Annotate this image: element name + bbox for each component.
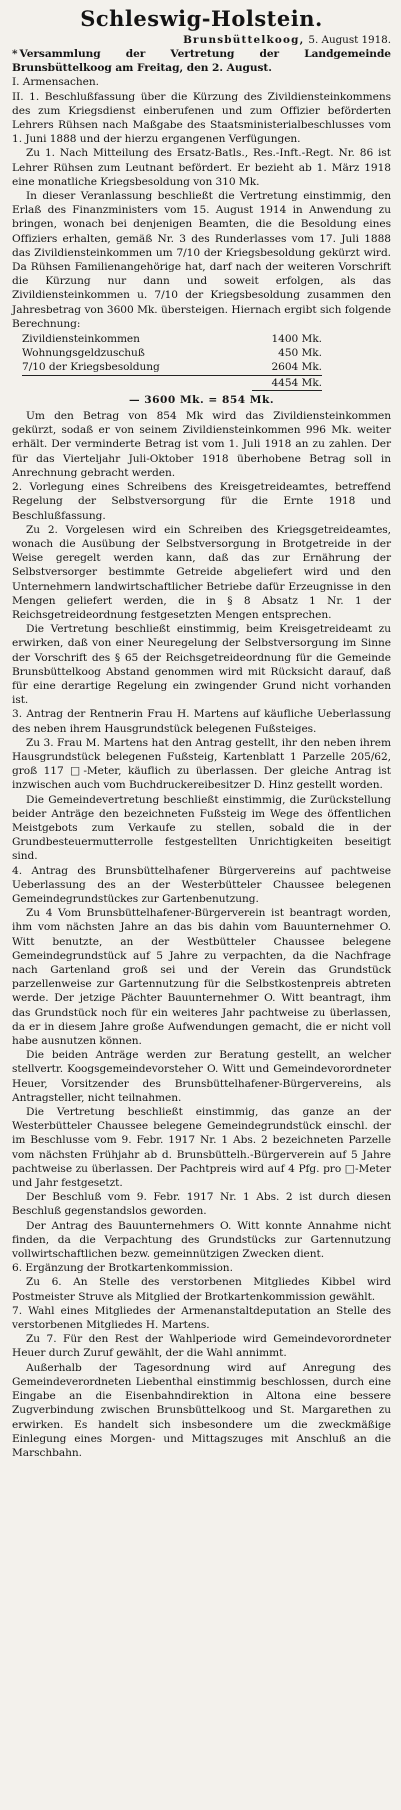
calc-label: Zivildiensteinkommen — [22, 333, 140, 346]
paragraph: Zu 3. Frau M. Martens hat den Antrag gestellt, ihr den neben ihrem Hausgrundstück belegenen Fußsteig, Kartenblatt 1 Parzelle 205/62, groß 117 □-Meter, käuflich zu überlassen. Der gleiche Antrag ist inzwischen auch vom Buchdruckereibesitzer D. Hinz gestellt worden. — [12, 736, 391, 792]
paragraph: Zu 2. Vorgelesen wird ein Schreiben des Kriegsgetreideamtes, wonach die Ausübung der Selbstversorgung in Brotgetreide in der Weise geregelt werden kann, daß das zur Ernährung der Selbstversorger bestimmte Getreide abgeliefert wird und den Unternehmern landwirtschaftlicher Betriebe dafür Erzeugnisse in den Mengen geliefert werden, die in § 8 Absatz 1 Nr. 1 der Reichsgetreideordnung festgesetzten Mengen entsprechen. — [12, 523, 391, 621]
calc-row — [22, 346, 322, 360]
calc-total-row — [22, 375, 322, 391]
calc-label: Wohnungsgeldzuschuß — [22, 347, 145, 360]
agenda-item-3: 3. Antrag der Rentnerin Frau H. Martens auf käufliche Ueberlassung des neben ihrem Hausgrundstück belegenen Fußsteiges. — [12, 708, 391, 735]
agenda-item-2: 2. Vorlegung eines Schreibens des Kreisgetreideamtes, betreffend Regelung der Selbstversorgung für die Ernte 1918 und Beschlußfassung. — [12, 481, 391, 522]
paragraph: Die beiden Anträge werden zur Beratung gestellt, an welcher stellvertr. Koogsgemeindevorsteher O. Witt und Gemeindevorordneter Heuer, Vorsitzender des Brunsbüttelhafener-Bürgervereins, als Antragsteller, nicht teilnahmen. — [12, 1049, 391, 1104]
agenda-item-7: 7. Wahl eines Mitgliedes der Armenanstaltdeputation an Stelle des verstorbenen Mitgliedes H. Martens. — [12, 1304, 391, 1332]
section-ii-item-1: II. 1. Beschlußfassung über die Kürzung des Zivildiensteinkommens des zum Kriegsdienst einberufenen und zum Offizier beförderten Lehrers Rühsen nach Maßgabe des Staatsministerialbeschlusses vom 1. Juni 1888 und der hierzu ergangenen Verfügungen. — [12, 90, 391, 146]
paragraph: In dieser Veranlassung beschließt die Vertretung einstimmig, den Erlaß des Finanzministers vom 15. August 1914 in Anwendung zu bringen, wonach bei denjenigen Beamten, die die Besoldung eines Offiziers erhalten, gemäß Nr. 3 des Runderlasses vom 17. Juli 1888 das Zivildiensteinkommen um 7/10 der Kriegsbesoldung gekürzt wird. Da Rühsen Familienangehörige hat, darf nach der weiteren Vorschrift die Kürzung nur dann und soweit erfolgen, als das Zivildiensteinkommen u. 7/10 der Kriegsbesoldung zusammen den Jahresbetrag von 3600 Mk. übersteigen. Hiernach ergibt sich folgende Berechnung: — [12, 190, 391, 330]
paragraph: Die Vertretung beschließt einstimmig, das ganze an der Westerbütteler Chaussee belegene Gemeindegrundstück einschl. der im Beschlusse vom 9. Febr. 1917 Nr. 1 Abs. 2 bezeichneten Parzelle vom nächsten Frühjahr ab d. Brunsbüttelh.-Bürgerverein auf 5 Jahre pachtweise zu überlassen. Der Pachtpreis wird auf 4 Pfg. pro □-Meter und Jahr festgesetzt. — [12, 1106, 391, 1190]
paragraph: Zu 4 Vom Brunsbüttelhafener-Bürgerverein ist beantragt worden, ihm vom nächsten Jahre an das bis dahin vom Bauunternehmer O. Witt benutzte, an der Westbütteler Chaussee belegene Gemeindegrundstück auf 5 Jahre zu verpachten, da die Nachfrage nach Gartenland groß sei und der Verein das Grundstück parzellenweise zur Gartennutzung für die Selbstkostenpreis abtreten werde. Der jetzige Pächter Bauunternehmer O. Witt beantragt, ihm das Grundstück noch für ein weiteres Jahr pachtweise zu überlassen, da er in diesem Jahre große Aufwendungen gemacht, die er nicht voll habe ausnutzen können. — [12, 907, 391, 1048]
paragraph: Außerhalb der Tagesordnung wird auf Anregung des Gemeindeverordneten Liebenthal einstimmig beschlossen, durch eine Eingabe an die Eisenbahndirektion in Altona eine bessere Zugverbindung zwischen Brunsbüttelkoog und St. Margarethen zu erwirken. Es handelt sich insbesondere um die zweckmäßige Einlegung eines Morgen- und Mittagszuges mit Anschluß an die Marschbahn. — [12, 1361, 391, 1459]
agenda-item-4: 4. Antrag des Brunsbüttelhafener Bürgervereins auf pachtweise Ueberlassung des an der Westerbütteler Chaussee belegenen Gemeindegrundstückes zur Gartenbenutzung. — [12, 864, 391, 905]
section-armensachen: I. Armensachen. — [12, 76, 99, 89]
lead-text: Versammlung der Vertretung der Landgemeinde Brunsbüttelkoog am Freitag, den 2. August. — [12, 48, 391, 75]
calc-row — [22, 332, 322, 346]
dateline-date: 5. August 1918. — [308, 34, 391, 46]
paragraph: Um den Betrag von 854 Mk wird das Zivildiensteinkommen gekürzt, sodaß er von seinem Zivildiensteinkommen 996 Mk. weiter erhält. Der verminderte Betrag ist vom 1. Juli 1918 an zu zahlen. Der für das Vierteljahr Juli-Oktober 1918 überhobene Betrag soll in Anrechnung gebracht werden. — [12, 410, 391, 479]
lead-heading — [12, 47, 391, 75]
agenda-item-6: 6. Ergänzung der Brotkartenkommission. — [12, 1262, 233, 1275]
paragraph: Zu 7. Für den Rest der Wahlperiode wird Gemeindevorordneter Heuer durch Zuruf gewählt, der die Wahl annimmt. — [12, 1333, 391, 1360]
calculation-table — [22, 332, 322, 391]
paragraph: Zu 1. Nach Mitteilung des Ersatz-Batls., Res.-Inft.-Regt. Nr. 86 ist Lehrer Rühsen zum Leutnant befördert. Er bezieht ab 1. März 1918 eine monatliche Kriegsbesoldung von 310 Mk. — [12, 147, 391, 188]
paragraph: Die Vertretung beschließt einstimmig, beim Kreisgetreideamt zu erwirken, daß von einer Neuregelung der Selbstversorgung im Sinne der Vorschrift des § 65 der Reichsgetreideordnung für die Gemeinde Brunsbüttelkoog Abstand genommen wird mit Rücksicht darauf, daß für eine derartige Regelung ein zwingender Grund nicht vorhanden ist. — [12, 623, 391, 707]
dateline — [12, 34, 391, 47]
calc-total: 4454 Mk. — [252, 376, 322, 391]
paragraph: Der Antrag des Bauunternehmers O. Witt konnte Annahme nicht finden, da die Verpachtung des Grundstücks zur Gartennutzung vollwirtschaftlichen bezw. gemeinnützigen Zwecken dient. — [12, 1219, 391, 1261]
calc-line: — 3600 Mk. = 854 Mk. — [128, 393, 275, 406]
calc-value: 2604 Mk. — [271, 361, 322, 374]
paragraph: Zu 6. An Stelle des verstorbenen Mitgliedes Kibbel wird Postmeister Struve als Mitglied der Brotkartenkommission gewählt. — [12, 1276, 391, 1303]
paragraph: Die Gemeindevertretung beschließt einstimmig, die Zurückstellung beider Anträge den bezeichneten Fußsteig im Wege des öffentlichen Meistgebots zum Verkaufe zu stellen, sobald die in der Grundbesteuermutterrolle festgestellten Unrichtigkeiten beseitigt sind. — [12, 793, 391, 863]
masthead: Schleswig-Holstein. — [80, 6, 323, 31]
calc-value: 450 Mk. — [278, 347, 322, 360]
dateline-place: Brunsbüttelkoog, — [183, 34, 305, 46]
star-icon: * — [12, 48, 18, 60]
calc-row — [22, 360, 322, 374]
calc-value: 1400 Mk. — [271, 333, 322, 346]
calc-label: 7/10 der Kriegsbesoldung — [22, 361, 160, 374]
paragraph: Der Beschluß vom 9. Febr. 1917 Nr. 1 Abs. 2 ist durch diesen Beschluß gegenstandslos geworden. — [12, 1191, 391, 1218]
